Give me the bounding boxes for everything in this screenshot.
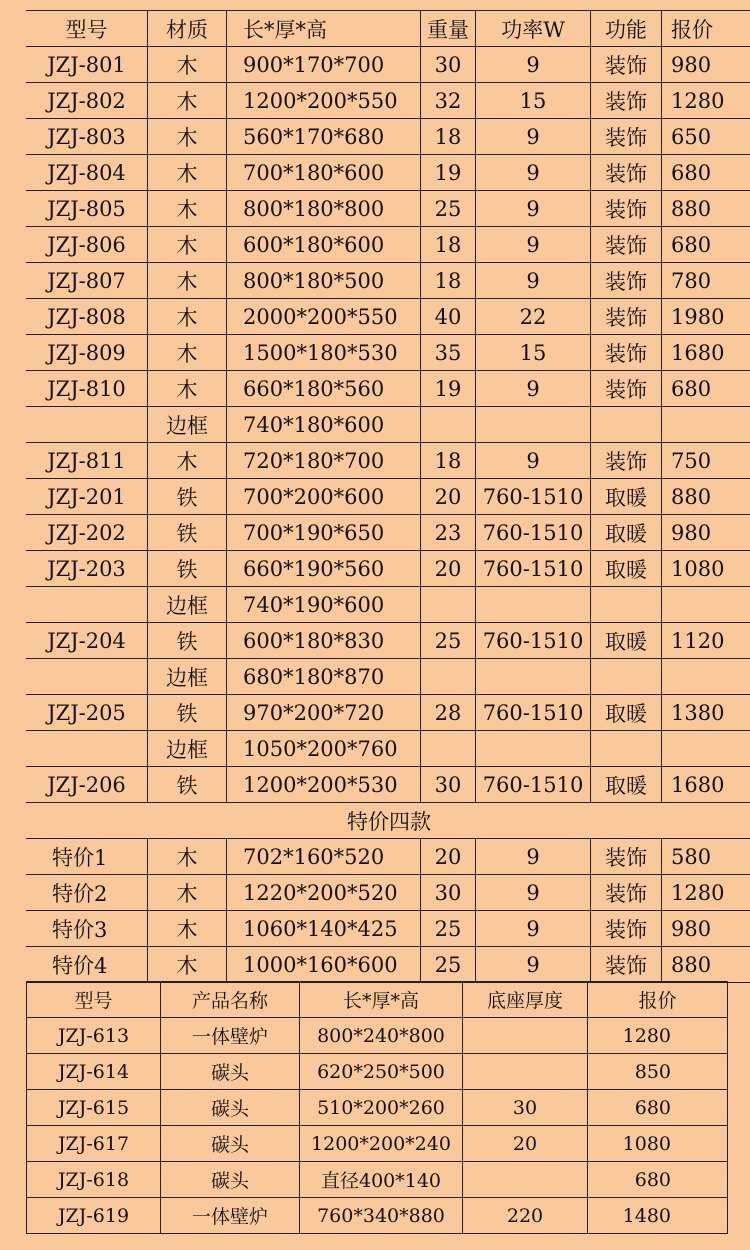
table-cell: 铁 bbox=[148, 767, 227, 803]
table-cell: JZJ-804 bbox=[26, 155, 148, 191]
table-cell: JZJ-811 bbox=[26, 443, 148, 479]
table-cell: 760*340*880 bbox=[300, 1198, 463, 1234]
table-cell: 木 bbox=[148, 119, 227, 155]
table-cell: 20 bbox=[421, 551, 476, 587]
table-cell: 30 bbox=[421, 767, 476, 803]
table-cell: 30 bbox=[463, 1090, 588, 1126]
table-cell: 700*190*650 bbox=[227, 515, 421, 551]
table-cell: 25 bbox=[421, 191, 476, 227]
table-row bbox=[26, 443, 750, 479]
table-cell: 760-1510 bbox=[476, 551, 591, 587]
table-row bbox=[27, 1198, 728, 1234]
table-cell: 装饰 bbox=[591, 911, 662, 947]
table-cell bbox=[591, 731, 662, 767]
carbon-head-price-table bbox=[26, 981, 728, 1234]
table-cell: 装饰 bbox=[591, 263, 662, 299]
table-cell: 装饰 bbox=[591, 155, 662, 191]
table-cell: JZJ-205 bbox=[26, 695, 148, 731]
table-cell: 碳头 bbox=[161, 1090, 300, 1126]
table-cell bbox=[476, 659, 591, 695]
table-cell: 19 bbox=[421, 371, 476, 407]
table-cell: 680 bbox=[662, 155, 750, 191]
table-cell: 25 bbox=[421, 947, 476, 983]
table-cell: 35 bbox=[421, 335, 476, 371]
table-cell: JZJ-203 bbox=[26, 551, 148, 587]
table-cell: 20 bbox=[463, 1126, 588, 1162]
table-cell: 一体壁炉 bbox=[161, 1018, 300, 1054]
table-cell: 1680 bbox=[662, 335, 750, 371]
table-cell: 报价 bbox=[662, 11, 750, 47]
table-cell: 装饰 bbox=[591, 371, 662, 407]
table-cell: 40 bbox=[421, 299, 476, 335]
table-cell: 1200*200*550 bbox=[227, 83, 421, 119]
table-cell: 装饰 bbox=[591, 443, 662, 479]
table-cell: JZJ-617 bbox=[27, 1126, 161, 1162]
table-cell: 木 bbox=[148, 443, 227, 479]
table-cell: 1480 bbox=[588, 1198, 728, 1234]
table-cell: 边框 bbox=[148, 587, 227, 623]
table-row bbox=[27, 1090, 728, 1126]
table-row bbox=[27, 1054, 728, 1090]
table-cell: JZJ-805 bbox=[26, 191, 148, 227]
table-cell: 1380 bbox=[662, 695, 750, 731]
table-cell bbox=[463, 1162, 588, 1198]
table-cell: 680 bbox=[588, 1090, 728, 1126]
table-row bbox=[26, 47, 750, 83]
table-row bbox=[26, 875, 750, 911]
table-cell: 特价2 bbox=[26, 875, 148, 911]
table-row bbox=[26, 335, 750, 371]
table-cell: 装饰 bbox=[591, 227, 662, 263]
table-cell bbox=[26, 587, 148, 623]
table-cell: 760-1510 bbox=[476, 695, 591, 731]
table-cell: 25 bbox=[421, 623, 476, 659]
table-row bbox=[26, 119, 750, 155]
table-cell: 边框 bbox=[148, 407, 227, 443]
table-cell: 木 bbox=[148, 911, 227, 947]
table-cell: 760-1510 bbox=[476, 623, 591, 659]
table-cell: 18 bbox=[421, 443, 476, 479]
table-cell: 铁 bbox=[148, 479, 227, 515]
table-cell: 装饰 bbox=[591, 47, 662, 83]
table-cell: 1200*200*530 bbox=[227, 767, 421, 803]
table-cell: JZJ-802 bbox=[26, 83, 148, 119]
table-cell: 木 bbox=[148, 155, 227, 191]
table-cell: 木 bbox=[148, 371, 227, 407]
table-cell: 680*180*870 bbox=[227, 659, 421, 695]
table-cell: 9 bbox=[476, 947, 591, 983]
table-cell bbox=[421, 731, 476, 767]
table-cell: 重量 bbox=[421, 11, 476, 47]
table-cell: 1000*160*600 bbox=[227, 947, 421, 983]
table-row bbox=[27, 1126, 728, 1162]
table-cell bbox=[662, 731, 750, 767]
table-cell: 760-1510 bbox=[476, 515, 591, 551]
table-cell: 铁 bbox=[148, 623, 227, 659]
table-cell: 功率W bbox=[476, 11, 591, 47]
table-cell: 铁 bbox=[148, 551, 227, 587]
table-cell: 15 bbox=[476, 335, 591, 371]
table-cell bbox=[463, 1054, 588, 1090]
table-cell: 680 bbox=[662, 227, 750, 263]
table-cell: 碳头 bbox=[161, 1054, 300, 1090]
table-cell: 220 bbox=[463, 1198, 588, 1234]
table-cell: 22 bbox=[476, 299, 591, 335]
table-cell: 9 bbox=[476, 371, 591, 407]
table-cell: 25 bbox=[421, 911, 476, 947]
table-cell: 1220*200*520 bbox=[227, 875, 421, 911]
table-row bbox=[26, 371, 750, 407]
table-cell: JZJ-202 bbox=[26, 515, 148, 551]
table-cell: 20 bbox=[421, 479, 476, 515]
table-cell: 600*180*830 bbox=[227, 623, 421, 659]
table-cell: 碳头 bbox=[161, 1126, 300, 1162]
table-cell: 1980 bbox=[662, 299, 750, 335]
table-cell bbox=[421, 407, 476, 443]
table-row bbox=[27, 1018, 728, 1054]
table-cell: 1680 bbox=[662, 767, 750, 803]
table-row bbox=[26, 191, 750, 227]
table-cell: 18 bbox=[421, 263, 476, 299]
table-cell: 木 bbox=[148, 839, 227, 875]
table-cell: 装饰 bbox=[591, 119, 662, 155]
table-cell: 铁 bbox=[148, 695, 227, 731]
table-cell: 660*190*560 bbox=[227, 551, 421, 587]
special-banner-row bbox=[26, 803, 750, 839]
table-cell: 560*170*680 bbox=[227, 119, 421, 155]
table-cell: 9 bbox=[476, 443, 591, 479]
table-row bbox=[26, 623, 750, 659]
table-cell: 9 bbox=[476, 911, 591, 947]
table-cell bbox=[591, 587, 662, 623]
table-cell: 装饰 bbox=[591, 335, 662, 371]
table-cell: 一体壁炉 bbox=[161, 1198, 300, 1234]
table-row bbox=[26, 839, 750, 875]
table-cell bbox=[26, 407, 148, 443]
table-cell bbox=[421, 659, 476, 695]
table-cell: 装饰 bbox=[591, 839, 662, 875]
table-cell: 800*240*800 bbox=[300, 1018, 463, 1054]
table-cell: 880 bbox=[662, 191, 750, 227]
table-cell: 900*170*700 bbox=[227, 47, 421, 83]
table-cell: 1080 bbox=[588, 1126, 728, 1162]
fireplace-price-table bbox=[26, 10, 750, 983]
table-cell bbox=[26, 731, 148, 767]
table-cell: 880 bbox=[662, 479, 750, 515]
table-cell: 32 bbox=[421, 83, 476, 119]
table-cell: 1080 bbox=[662, 551, 750, 587]
table-row bbox=[26, 695, 750, 731]
table-cell: 取暖 bbox=[591, 551, 662, 587]
table-row bbox=[26, 911, 750, 947]
table-cell: 740*190*600 bbox=[227, 587, 421, 623]
table-cell: 9 bbox=[476, 227, 591, 263]
table-cell: 650 bbox=[662, 119, 750, 155]
table-cell: 680 bbox=[662, 371, 750, 407]
table-row bbox=[26, 227, 750, 263]
table-cell: 720*180*700 bbox=[227, 443, 421, 479]
table-cell: 材质 bbox=[148, 11, 227, 47]
table-cell: 780 bbox=[662, 263, 750, 299]
table-cell bbox=[26, 659, 148, 695]
table-cell: 取暖 bbox=[591, 515, 662, 551]
table-cell bbox=[463, 1018, 588, 1054]
table-cell: JZJ-618 bbox=[27, 1162, 161, 1198]
table-cell: 装饰 bbox=[591, 299, 662, 335]
table-cell: 800*180*500 bbox=[227, 263, 421, 299]
table-cell: 23 bbox=[421, 515, 476, 551]
table-row bbox=[26, 299, 750, 335]
table-cell: 长*厚*高 bbox=[227, 11, 421, 47]
table-cell: 18 bbox=[421, 119, 476, 155]
table-cell: JZJ-201 bbox=[26, 479, 148, 515]
table-row bbox=[26, 155, 750, 191]
table-cell: 木 bbox=[148, 875, 227, 911]
table-cell: 木 bbox=[148, 227, 227, 263]
table-cell: 980 bbox=[662, 911, 750, 947]
table-row bbox=[26, 551, 750, 587]
table-cell: 18 bbox=[421, 227, 476, 263]
special-offer-title: 特价四款 bbox=[26, 803, 750, 839]
table-cell: 700*200*600 bbox=[227, 479, 421, 515]
table-row bbox=[27, 1162, 728, 1198]
table-cell: JZJ-613 bbox=[27, 1018, 161, 1054]
table-cell: 装饰 bbox=[591, 947, 662, 983]
table-cell: 1200*200*240 bbox=[300, 1126, 463, 1162]
table-row bbox=[26, 515, 750, 551]
table-cell: 1050*200*760 bbox=[227, 731, 421, 767]
table-cell: 1120 bbox=[662, 623, 750, 659]
table-cell: 木 bbox=[148, 947, 227, 983]
table-cell: 底座厚度 bbox=[463, 982, 588, 1018]
table-row bbox=[26, 263, 750, 299]
table-cell: 28 bbox=[421, 695, 476, 731]
table-cell: 1060*140*425 bbox=[227, 911, 421, 947]
table-row bbox=[26, 659, 750, 695]
table-cell: JZJ-809 bbox=[26, 335, 148, 371]
table-cell: 850 bbox=[588, 1054, 728, 1090]
table-cell: JZJ-808 bbox=[26, 299, 148, 335]
table-cell: JZJ-206 bbox=[26, 767, 148, 803]
table-cell: 9 bbox=[476, 119, 591, 155]
table-row bbox=[26, 479, 750, 515]
table-cell: JZJ-806 bbox=[26, 227, 148, 263]
table-cell: JZJ-204 bbox=[26, 623, 148, 659]
table-cell: 木 bbox=[148, 191, 227, 227]
table-cell: 木 bbox=[148, 335, 227, 371]
table-cell: 30 bbox=[421, 875, 476, 911]
table-cell: 702*160*520 bbox=[227, 839, 421, 875]
table-cell bbox=[662, 407, 750, 443]
table-cell: 800*180*800 bbox=[227, 191, 421, 227]
table-cell: 760-1510 bbox=[476, 479, 591, 515]
table-cell: 760-1510 bbox=[476, 767, 591, 803]
table-cell: 特价3 bbox=[26, 911, 148, 947]
table-cell: 装饰 bbox=[591, 83, 662, 119]
table-cell: 19 bbox=[421, 155, 476, 191]
table-cell: 功能 bbox=[591, 11, 662, 47]
table-cell: JZJ-807 bbox=[26, 263, 148, 299]
table-cell: 30 bbox=[421, 47, 476, 83]
table-cell: 980 bbox=[662, 515, 750, 551]
table-cell: 20 bbox=[421, 839, 476, 875]
table-row bbox=[26, 767, 750, 803]
table-cell: 15 bbox=[476, 83, 591, 119]
table-cell bbox=[476, 407, 591, 443]
table-cell: 直径400*140 bbox=[300, 1162, 463, 1198]
table-cell: 580 bbox=[662, 839, 750, 875]
table-cell: 970*200*720 bbox=[227, 695, 421, 731]
table-cell: 600*180*600 bbox=[227, 227, 421, 263]
table-cell: 1280 bbox=[662, 83, 750, 119]
table-cell: 取暖 bbox=[591, 479, 662, 515]
table-cell: 碳头 bbox=[161, 1162, 300, 1198]
table-cell: 型号 bbox=[26, 11, 148, 47]
table-cell: 880 bbox=[662, 947, 750, 983]
table-cell: JZJ-615 bbox=[27, 1090, 161, 1126]
table-cell: 木 bbox=[148, 263, 227, 299]
table-row bbox=[26, 407, 750, 443]
table-cell: 2000*200*550 bbox=[227, 299, 421, 335]
table-cell: 特价4 bbox=[26, 947, 148, 983]
header-row bbox=[27, 982, 728, 1018]
table-cell: 740*180*600 bbox=[227, 407, 421, 443]
table-cell: 9 bbox=[476, 875, 591, 911]
table-cell: 木 bbox=[148, 47, 227, 83]
table-cell: 9 bbox=[476, 155, 591, 191]
table-cell: JZJ-619 bbox=[27, 1198, 161, 1234]
table-cell: 1500*180*530 bbox=[227, 335, 421, 371]
table-row bbox=[26, 587, 750, 623]
table-cell: 报价 bbox=[588, 982, 728, 1018]
table-cell: 边框 bbox=[148, 659, 227, 695]
table-cell: 边框 bbox=[148, 731, 227, 767]
table-cell: 1280 bbox=[662, 875, 750, 911]
table-cell bbox=[421, 587, 476, 623]
table-cell bbox=[476, 587, 591, 623]
table-cell: 9 bbox=[476, 263, 591, 299]
table-row bbox=[26, 947, 750, 983]
table-row bbox=[26, 83, 750, 119]
table-cell: 取暖 bbox=[591, 767, 662, 803]
table-cell: JZJ-801 bbox=[26, 47, 148, 83]
table-cell: JZJ-810 bbox=[26, 371, 148, 407]
table-cell: 取暖 bbox=[591, 695, 662, 731]
table-cell: 700*180*600 bbox=[227, 155, 421, 191]
table-cell: 750 bbox=[662, 443, 750, 479]
header-row bbox=[26, 11, 750, 47]
table-cell: 铁 bbox=[148, 515, 227, 551]
table-cell: 9 bbox=[476, 47, 591, 83]
table-cell: 型号 bbox=[27, 982, 161, 1018]
table-cell: 9 bbox=[476, 191, 591, 227]
table-cell: 510*200*260 bbox=[300, 1090, 463, 1126]
table-cell bbox=[662, 659, 750, 695]
table-cell: 取暖 bbox=[591, 623, 662, 659]
table-cell: 装饰 bbox=[591, 875, 662, 911]
table-cell bbox=[476, 731, 591, 767]
table-cell bbox=[591, 659, 662, 695]
table-cell: JZJ-614 bbox=[27, 1054, 161, 1090]
table-cell: 680 bbox=[588, 1162, 728, 1198]
table-cell bbox=[591, 407, 662, 443]
table-cell: 980 bbox=[662, 47, 750, 83]
table-cell: 装饰 bbox=[591, 191, 662, 227]
table-cell: 1280 bbox=[588, 1018, 728, 1054]
table-cell bbox=[662, 587, 750, 623]
table-cell: JZJ-803 bbox=[26, 119, 148, 155]
table-cell: 木 bbox=[148, 83, 227, 119]
table-cell: 木 bbox=[148, 299, 227, 335]
table-cell: 产品名称 bbox=[161, 982, 300, 1018]
table-cell: 9 bbox=[476, 839, 591, 875]
table-row bbox=[26, 731, 750, 767]
table-cell: 特价1 bbox=[26, 839, 148, 875]
table-cell: 长*厚*高 bbox=[300, 982, 463, 1018]
table-cell: 660*180*560 bbox=[227, 371, 421, 407]
table-cell: 620*250*500 bbox=[300, 1054, 463, 1090]
